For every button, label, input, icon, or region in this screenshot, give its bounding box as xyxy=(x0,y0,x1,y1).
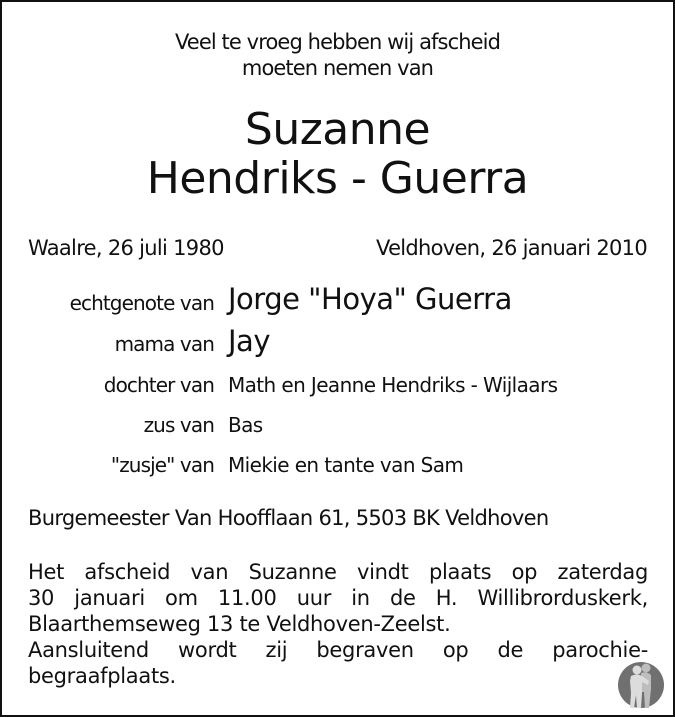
birth-place-date: Waalre, 26 juli 1980 xyxy=(28,236,224,260)
relation-value: Math en Jeanne Hendriks - Wijlaars xyxy=(228,373,558,397)
deceased-first-name: Suzanne xyxy=(244,104,431,155)
relation-value: Jorge "Hoya" Guerra xyxy=(228,282,512,316)
intro-line-2: moeten nemen van xyxy=(241,56,434,80)
relation-label: zus van xyxy=(143,413,214,437)
relation-label: "zusje" van xyxy=(110,453,214,477)
paragraph-line: 30 januari om 11.00 uur in de H. Willibrorduskerk, xyxy=(28,586,648,610)
intro-line-1: Veel te vroeg hebben wij afscheid xyxy=(174,30,501,54)
death-place-date: Veldhoven, 26 januari 2010 xyxy=(376,236,647,260)
relation-value: Miekie en tante van Sam xyxy=(228,453,464,477)
paragraph-line: Het afscheid van Suzanne vindt plaats op zaterdag xyxy=(28,560,648,584)
relation-value: Bas xyxy=(228,413,263,437)
ceremony-paragraph xyxy=(28,559,648,689)
relation-label: echtgenote van xyxy=(69,291,214,315)
deceased-surname: Hendriks - Guerra xyxy=(146,153,529,204)
paragraph-line: Blaarthemseweg 13 te Veldhoven-Zeelst. xyxy=(28,612,451,636)
relation-label: mama van xyxy=(114,332,214,356)
home-address: Burgemeester Van Hoofflaan 61, 5503 BK Veldhoven xyxy=(28,506,549,530)
paragraph-line: begraafplaats. xyxy=(28,664,176,688)
paragraph-line: Aansluitend wordt zij begraven op de parochie- xyxy=(28,638,648,662)
embracing-figures-icon xyxy=(616,659,666,709)
relation-value: Jay xyxy=(228,324,270,358)
relation-label: dochter van xyxy=(103,373,214,397)
